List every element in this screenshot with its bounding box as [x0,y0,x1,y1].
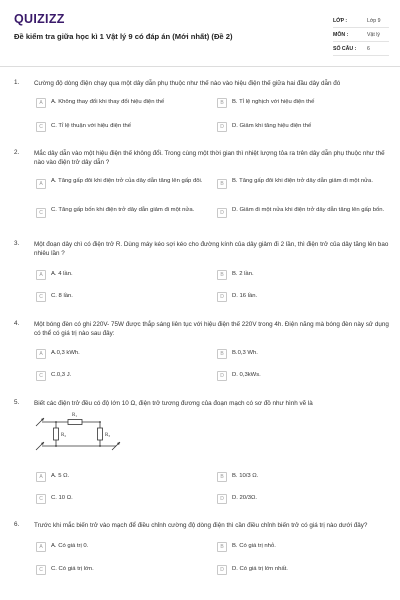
question-number: 1. [14,79,20,86]
option-letter-box: A [36,542,46,552]
option-4c[interactable] [36,369,206,383]
question-text: Biết các điện trở đều có độ lớn 10 Ω, điện trở tương đương của đoạn mạch có sơ đồ như hình vẽ là [34,400,313,407]
option-letter-box: A [36,472,46,482]
option-text: D. Giảm khi tăng hiệu điện thế [232,122,312,129]
question-number: 2. [14,149,20,156]
option-letter-box: A [36,349,46,359]
question-text: Trước khi mắc biến trở vào mạch để điều chỉnh cường độ dòng điện thì cần điều chỉnh biến trở có giá trị nào dưới đây? [34,522,368,529]
option-text: C. 8 lần. [51,292,73,299]
circuit-diagram [34,408,124,452]
header-divider [0,66,400,67]
option-letter-box: A [36,270,46,280]
option-3b[interactable] [217,268,389,282]
option-5c[interactable] [36,492,206,506]
option-text: C.0,3 J. [51,371,72,378]
option-text: C. Có giá trị lớn. [51,565,94,572]
option-letter-box: D [217,371,227,381]
option-letter-box: C [36,122,46,132]
option-text: B. 2 lần. [232,270,254,277]
option-text: A.0,3 kWh. [51,349,80,356]
option-letter-box: C [36,292,46,302]
question-number: 5. [14,399,20,406]
option-5d[interactable] [217,492,389,506]
resistor-label-r1: R₁ [72,413,78,418]
meta-key: SỐ CÂU : [333,46,357,52]
question-text: Mắc dây dẫn vào một hiệu điện thế không đổi. Trong cùng một thời gian thì nhiệt lượng tỏa ra trên dây dẫn phụ thuộc như thế nào vào điện trở dây dẫn ? [34,150,385,166]
option-letter-box: B [217,179,227,189]
option-6d[interactable] [217,563,389,577]
option-4d[interactable] [217,369,389,383]
option-letter-box: C [36,494,46,504]
meta-key: LỚP : [333,18,348,24]
meta-table [333,14,389,56]
option-letter-box: D [217,122,227,132]
meta-key: MÔN : [333,32,349,38]
option-3c[interactable] [36,290,206,304]
option-text: D. Có giá trị lớn nhất. [232,565,288,572]
option-5b[interactable] [217,470,389,484]
option-text: A. Không thay đổi khi thay đổi hiệu điện thế [51,98,165,105]
option-letter-box: C [36,371,46,381]
option-2b[interactable] [217,177,389,197]
document-title: Đề kiểm tra giữa học kì 1 Vật lý 9 có đáp án (Mới nhất) (Đề 2) [14,32,233,41]
meta-value: Vật lý [367,32,380,38]
option-2d[interactable] [217,206,389,226]
option-3a[interactable] [36,268,206,282]
meta-value: Lớp 9 [367,18,381,24]
option-letter-box: B [217,472,227,482]
option-1a[interactable] [36,96,206,110]
question-text: Một đoạn dây chì có điện trở R. Dùng máy kéo sợi kéo cho đường kính của dây giảm đi 2 lần, thì điện trở của dây tăng lên bao nhiêu lần ? [34,241,389,257]
option-letter-box: B [217,542,227,552]
option-1d[interactable] [217,120,389,134]
option-6a[interactable] [36,540,206,554]
meta-row-subject [333,28,389,42]
option-text: C. Tỉ lệ thuận với hiệu điện thế [51,122,132,129]
meta-row-count [333,42,389,56]
option-letter-box: D [217,565,227,575]
option-text: A. 4 lần. [51,270,73,277]
option-text: D. 16 lần. [232,292,258,299]
question-number: 6. [14,521,20,528]
option-5a[interactable] [36,470,206,484]
option-text: D. 20/3Ω. [232,494,258,501]
option-text: B. Tỉ lệ nghịch với hiệu điện thế [232,98,315,105]
option-letter-box: A [36,179,46,189]
quizizz-logo: QUIZIZZ [14,12,65,26]
option-text: B.0,3 Wh. [232,349,258,356]
meta-value: 6 [367,46,370,52]
option-letter-box: B [217,349,227,359]
question-text: Một bóng đèn có ghi 220V- 75W được thắp sáng liên tục với hiệu điện thế 220V trong 4h. Điện năng mà bóng đèn này sử dụng có thể có giá trị nào sau đây: [34,321,389,337]
option-1b[interactable] [217,96,389,110]
question-text: Cường độ dòng điện chạy qua một dây dẫn phụ thuộc như thế nào vào hiệu điện thế giữa hai đầu dây dẫn đó [34,80,341,87]
option-text: B. Có giá trị nhỏ. [232,542,276,549]
option-6c[interactable] [36,563,206,577]
option-text: D. 0,3kWs. [232,371,261,378]
question-number: 3. [14,240,20,247]
option-letter-box: D [217,208,227,218]
option-letter-box: A [36,98,46,108]
option-text: C. 10 Ω. [51,494,73,501]
option-text: C. Tăng gấp bốn khi điện trở dây dẫn giảm đi một nửa. [51,206,195,213]
option-text: A. Tăng gấp đôi khi điện trở của dây dẫn tăng lên gấp đôi. [51,177,203,184]
option-text: A. Có giá trị 0. [51,542,89,549]
option-letter-box: C [36,565,46,575]
page-header [0,0,400,60]
option-text: B. Tăng gấp đôi khi điện trở dây dẫn giảm đi một nửa. [232,177,373,184]
option-2a[interactable] [36,177,206,197]
question-number: 4. [14,320,20,327]
option-6b[interactable] [217,540,389,554]
option-3d[interactable] [217,290,389,304]
meta-row-class [333,14,389,28]
option-letter-box: C [36,208,46,218]
option-text: B. 10/3 Ω. [232,472,259,479]
option-text: A. 5 Ω. [51,472,70,479]
option-4b[interactable] [217,347,389,361]
option-letter-box: B [217,98,227,108]
resistor-label-r2: R₂ [61,433,67,438]
resistor-label-r3: R₃ [105,433,111,438]
option-1c[interactable] [36,120,206,134]
option-4a[interactable] [36,347,206,361]
option-letter-box: B [217,270,227,280]
option-letter-box: D [217,292,227,302]
option-letter-box: D [217,494,227,504]
option-text: D. Giảm đi một nửa khi điện trở dây dẫn tăng lên gấp bốn. [232,206,385,213]
option-2c[interactable] [36,206,206,226]
